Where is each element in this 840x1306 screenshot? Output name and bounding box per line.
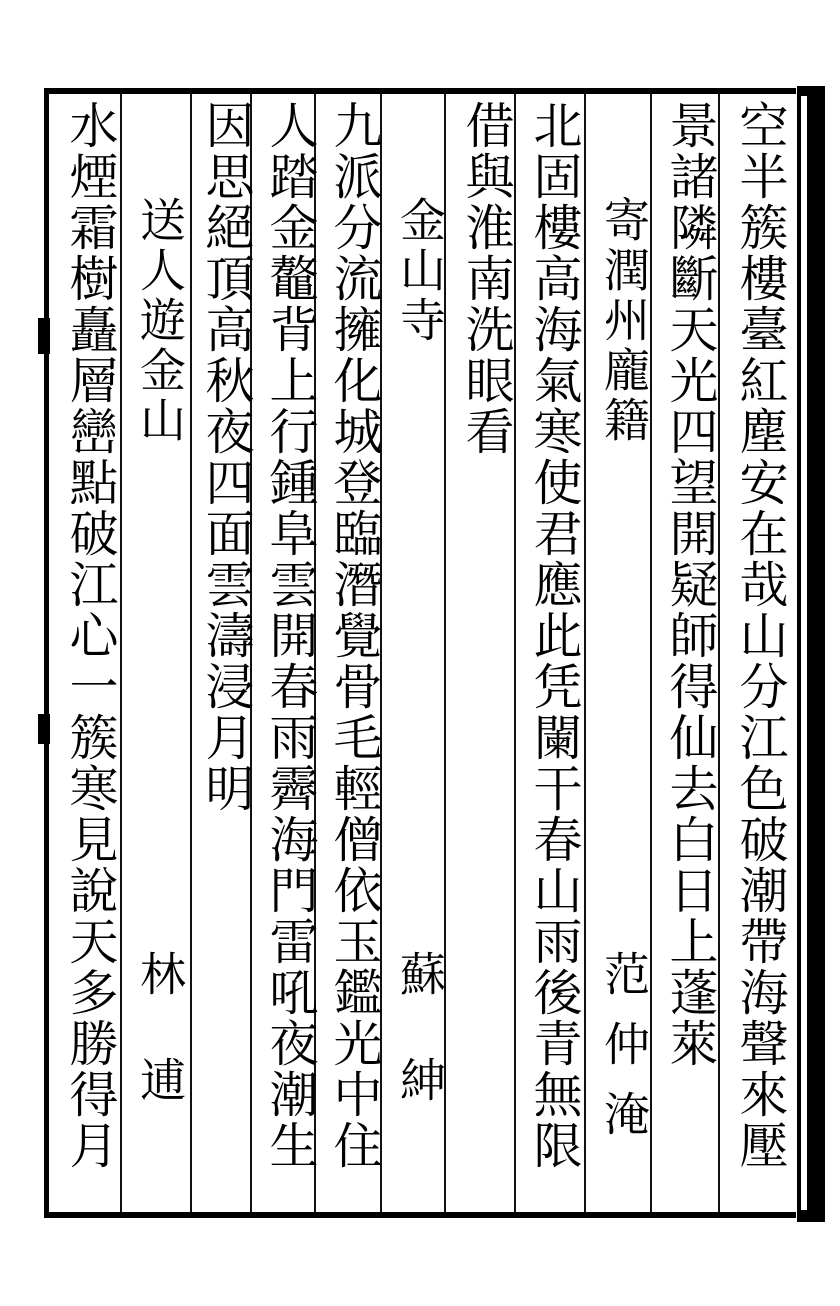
text-column-1: 空半簇樓臺紅塵安在哉山分江色破潮帶海聲來壓 bbox=[732, 100, 789, 1171]
poem-title-3: 送人遊金山 bbox=[133, 196, 187, 446]
margin-mark-top bbox=[38, 318, 50, 354]
text-column-4: 借與淮南洗眼看 bbox=[458, 100, 515, 457]
poem-author-2: 蘇紳 bbox=[393, 950, 447, 1162]
poem-author-1: 范仲淹 bbox=[597, 950, 651, 1160]
margin-mark-middle bbox=[38, 714, 50, 744]
poem-title-1: 寄潤州龐籍 bbox=[597, 196, 651, 446]
text-column-8: 水煙霜樹矗層巒點破江心一簇寒見說天多勝得月 bbox=[62, 100, 119, 1171]
text-column-7: 因思絕頂高秋夜四面雲濤浸月明 bbox=[198, 100, 255, 814]
text-column-6: 人踏金鼇背上行鍾阜雲開春雨霽海門雷吼夜潮生 bbox=[262, 100, 319, 1171]
text-column-5: 九派分流擁化城登臨潛覺骨毛輕僧依玉鑑光中住 bbox=[326, 100, 383, 1171]
page-spine-inner bbox=[801, 96, 807, 1210]
text-column-3: 北固樓高海氣寒使君應此凭闌干春山雨後青無限 bbox=[526, 100, 583, 1171]
poem-title-2: 金山寺 bbox=[393, 196, 447, 346]
text-column-2: 景諸隣斷天光四望開疑師得仙去白日上蓬萊 bbox=[662, 100, 719, 1069]
poem-author-3: 林逋 bbox=[133, 950, 187, 1162]
